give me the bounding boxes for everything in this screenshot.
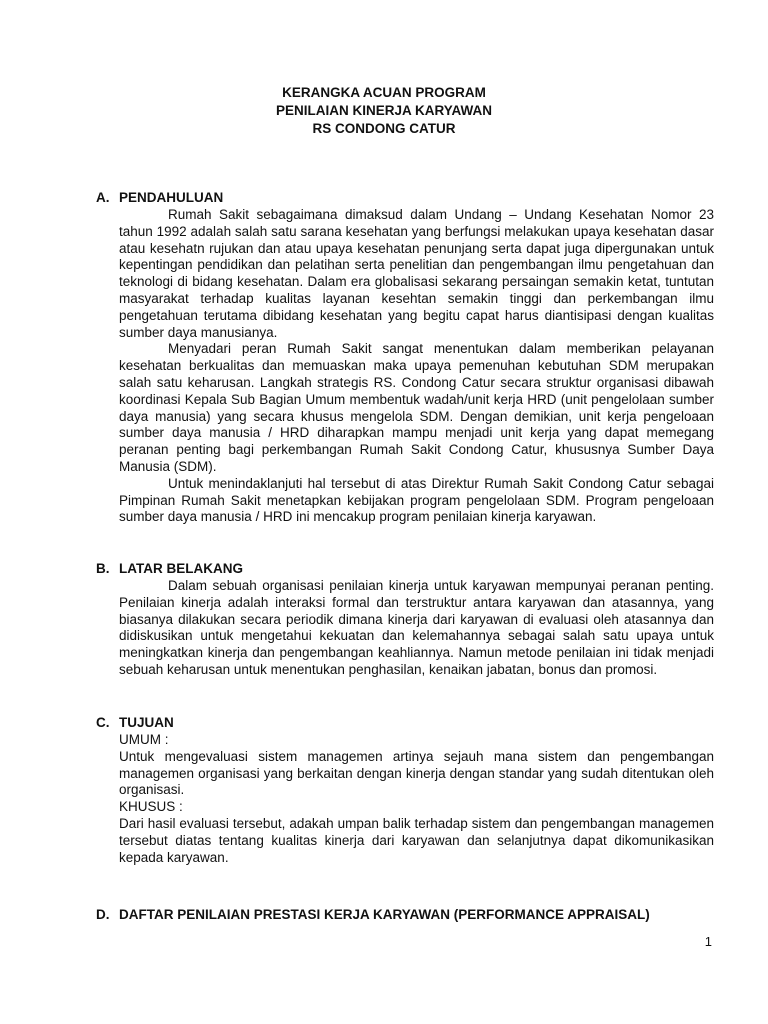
title-line-3: RS CONDONG CATUR	[312, 121, 456, 136]
section-body	[119, 207, 714, 526]
section-title: PENDAHULUAN	[119, 190, 224, 205]
paragraph: Untuk menindaklanjuti hal tersebut di atas Direktur Rumah Sakit Condong Catur sebagai Pimpinan Rumah Sakit menetapkan kebijakan program pengelolaan SDM. Program pengeloaan sumber daya manusia / HRD ini mencakup program penilaian kinerja karyawan.	[119, 475, 714, 525]
section-letter: B.	[96, 561, 110, 576]
title-line-2: PENILAIAN KINERJA KARYAWAN	[275, 103, 493, 118]
paragraph: Rumah Sakit sebagaimana dimaksud dalam Undang – Undang Kesehatan Nomor 23 tahun 1992 adalah salah satu sarana kesehatan yang berfungsi melakukan upaya kesehatan dasar atau kesehatn rujukan dan atau upaya kesehatan penunjang serta dapat juga dipergunakan untuk kepentingan pendidikan dan pelatihan serta penelitian dan pengembangan ilmu pengetahuan dan teknologi di bidang kesehatan. Dalam era globalisasi sekarang persaingan semakin ketat, tuntutan masyarakat terhadap kualitas layanan kesehtan semakin tinggi dan perkembangan ilmu pengetahuan terutama dibidang kesehatan yang begitu capat harus diantisipasi dengan kualitas sumber daya manusianya.	[119, 207, 714, 340]
section-body	[119, 578, 714, 679]
section-title: DAFTAR PENILAIAN PRESTASI KERJA KARYAWAN (PERFORMANCE APPRAISAL)	[119, 907, 650, 922]
section-heading	[96, 906, 714, 924]
khusus-label: KHUSUS :	[119, 799, 183, 815]
title-line-1: KERANGKA ACUAN PROGRAM	[282, 85, 486, 100]
umum-text: Untuk mengevaluasi sistem managemen artinya sejauh mana sistem dan pengembangan managemen organisasi yang berkaitan dengan kinerja dengan standar yang sudah ditentukan oleh organisasi.	[119, 748, 714, 798]
section-tujuan	[96, 714, 714, 866]
section-letter: C.	[96, 715, 110, 730]
section-letter: D.	[96, 907, 110, 922]
section-latar-belakang	[96, 560, 714, 679]
umum-label: UMUM :	[119, 732, 169, 747]
section-title: LATAR BELAKANG	[119, 561, 243, 576]
section-body	[119, 732, 714, 866]
section-heading	[96, 560, 714, 578]
section-pendahuluan	[96, 189, 714, 526]
section-heading	[96, 714, 714, 732]
khusus-text: Dari hasil evaluasi tersebut, adakah umpan balik terhadap sistem dan pengembangan managemen tersebut diatas tentang kualitas kinerja dari karyawan dan selanjutnya dapat dikomunikasikan kepada karyawan.	[119, 815, 714, 865]
paragraph: Dalam sebuah organisasi penilaian kinerja untuk karyawan mempunyai peranan penting. Penilaian kinerja adalah interaksi formal dan terstruktur antara karyawan dan atasannya, yang biasanya dilakukan secara periodik dimana kinerja dari karyawan di evaluasi oleh atasannya dan didiskusikan untuk mengetahui kekuatan dan kelemahannya sebagai salah satu upaya untuk meningkatkan kinerja dan pengembangan keahliannya. Namun metode penilaian ini tidak menjadi sebuah keharusan untuk menentukan penghasilan, kenaikan jabatan, bonus dan promosi.	[119, 578, 714, 677]
page-number: 1	[704, 934, 712, 949]
section-daftar-penilaian	[96, 906, 714, 924]
section-heading	[96, 189, 714, 207]
paragraph: Menyadari peran Rumah Sakit sangat menentukan dalam memberikan pelayanan kesehatan berkualitas dan memuaskan maka upaya pemenuhan kebutuhan SDM merupakan salah satu keharusan. Langkah strategis RS. Condong Catur secara struktur organisasi dibawah koordinasi Kepala Sub Bagian Umum membentuk wadah/unit kerja HRD (unit pengelolaan sumber daya manusia) yang secara khusus mengelola SDM. Dengan demikian, unit kerja pengeloaan sumber daya manusia / HRD diharapkan mampu menjadi unit kerja yang dapat memegang peranan penting bagi perkembangan Rumah Sakit Condong Catur, khususnya Sumber Daya Manusia (SDM).	[119, 341, 714, 474]
section-letter: A.	[96, 190, 110, 205]
document-title	[0, 84, 768, 138]
section-title: TUJUAN	[119, 715, 174, 730]
